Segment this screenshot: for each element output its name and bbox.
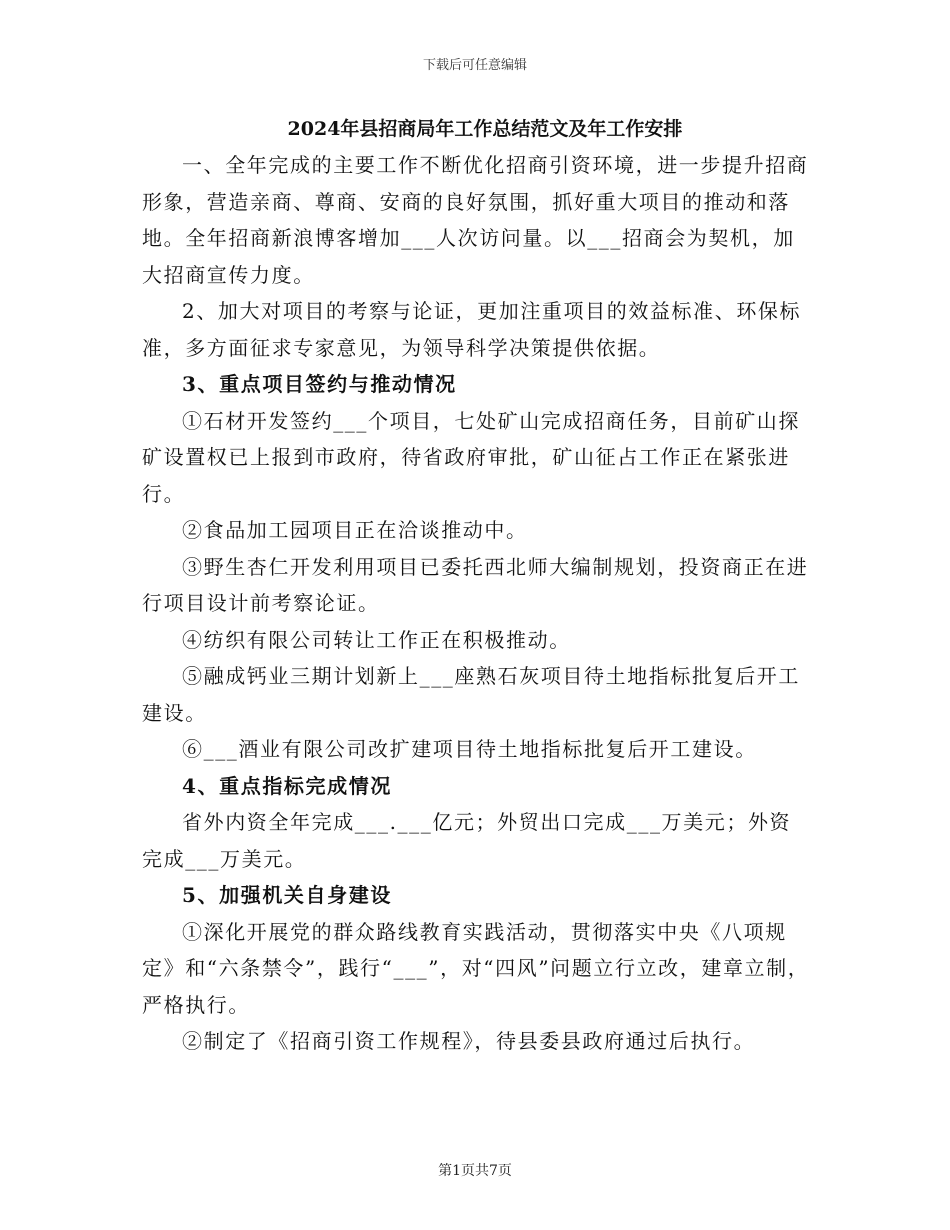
paragraph-item-6: ⑥___酒业有限公司改扩建项目待土地指标批复后开工建设。 <box>182 737 757 761</box>
paragraph-item-2: ②食品加工园项目正在洽谈推动中。 <box>182 518 528 542</box>
paragraph-item-5: ⑤融成钙业三期计划新上___座熟石灰项目待土地指标批复后开工建设。 <box>142 664 800 725</box>
document-title: 2024年县招商局年工作总结范文及年工作安排 <box>287 118 683 140</box>
page-indicator: 第1页共7页 <box>438 1163 512 1179</box>
heading-key-indicators: 4、重点指标完成情况 <box>182 773 392 798</box>
heading-key-projects: 3、重点项目签约与推动情况 <box>182 372 457 396</box>
paragraph-item-3: ③野生杏仁开发利用项目已委托西北师大编制规划，投资商正在进行项目设计前考察论证。 <box>142 554 809 615</box>
header-note: 下载后可任意编辑 <box>422 58 527 73</box>
paragraph-section-2: 2、加大对项目的考察与论证，更加注重项目的效益标准、环保标准，多方面征求专家意见，为领导科学决策提供依据。 <box>142 299 802 360</box>
document-body <box>142 147 810 1060</box>
paragraph-item-1: ①石材开发签约___个项目，七处矿山完成招商任务，目前矿山探矿设置权已上报到市政府，待省政府审批，矿山征占工作正在紧张进行。 <box>142 408 800 506</box>
heading-organization-building: 5、加强机关自身建设 <box>182 883 392 907</box>
paragraph-building-item-2: ②制定了《招商引资工作规程》，待县委县政府通过后执行。 <box>182 1029 756 1053</box>
paragraph-item-4: ④纺织有限公司转让工作正在积极推动。 <box>182 627 571 652</box>
paragraph-building-item-1: ①深化开展党的群众路线教育实践活动，贯彻落实中央《八项规定》和“六条禁令”，践行“___”，对“四风”问题立行立改，建章立制，严格执行。 <box>142 919 810 1017</box>
paragraph-indicators: 省外内资全年完成___.___亿元；外贸出口完成___万美元；外资完成___万美元。 <box>142 810 792 871</box>
paragraph-section-1: 一、全年完成的主要工作不断优化招商引资环境，进一步提升招商形象，营造亲商、尊商、安商的良好氛围，抓好重大项目的推动和落地。全年招商新浪博客增加___人次访问量。以___招商会为契机，加大招商宣传力度。 <box>142 153 809 287</box>
